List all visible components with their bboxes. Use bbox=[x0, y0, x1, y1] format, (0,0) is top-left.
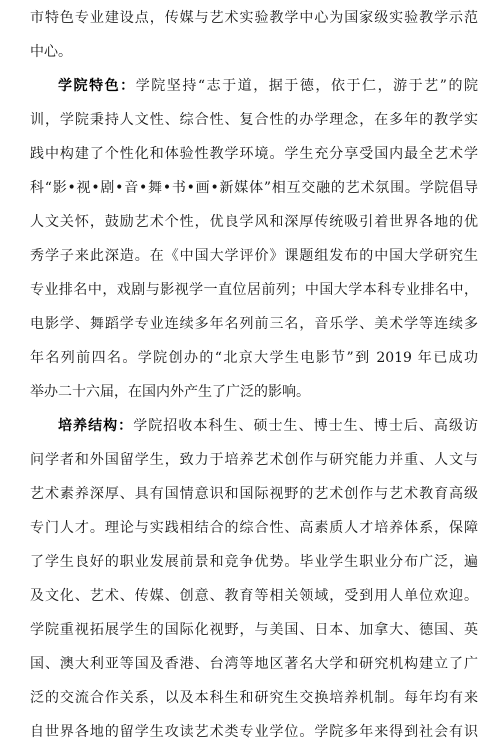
text-line: 市特色专业建设点，传媒与艺术实验教学中心为国家级实验教学示范 bbox=[30, 10, 478, 26]
text-line: 年名列前四名。学院创办的“北京大学生电影节”到 2019 年已成功 bbox=[30, 350, 478, 366]
text-line bbox=[30, 409, 478, 443]
text-line: 电影学、舞蹈学专业连续多年名列前三名，音乐学、美术学等连续多 bbox=[30, 316, 478, 332]
text-line: 专门人才。理论与实践相结合的综合性、高素质人才培养体系，保障 bbox=[30, 520, 478, 536]
paragraph-college-features bbox=[30, 69, 478, 409]
text-line-body: 学院坚持“志于道，据于德，依于仁，游于艺”的院 bbox=[135, 78, 478, 94]
text-line: 中心。 bbox=[30, 44, 72, 60]
text-line: 泛的交流合作关系，以及本科生和研究生交换培养机制。每年均有来 bbox=[30, 690, 478, 706]
text-line: 及文化、艺术、传媒、创意、教育等相关领域，受到用人单位欢迎。 bbox=[30, 588, 478, 604]
section-heading-training-structure: 培养结构： bbox=[58, 418, 134, 434]
text-line: 问学者和外国留学生，致力于培养艺术创作与研究能力并重、人文与 bbox=[30, 452, 478, 468]
text-line: 自世界各地的留学生攻读艺术类专业学位。学院多年来得到社会有识 bbox=[30, 724, 478, 740]
text-line: 艺术素养深厚、具有国情意识和国际视野的艺术创作与艺术教育高级 bbox=[30, 486, 478, 502]
text-line: 举办二十六届，在国内外产生了广泛的影响。 bbox=[30, 384, 310, 400]
text-line: 了学生良好的职业发展前景和竞争优势。毕业学生职业分布广泛，遍 bbox=[30, 554, 478, 570]
paragraph-training-structure bbox=[30, 409, 478, 749]
text-line-body: 学院招收本科生、硕士生、博士生、博士后、高级访 bbox=[133, 418, 478, 434]
text-line: 学院重视拓展学生的国际化视野，与美国、日本、加拿大、德国、英 bbox=[30, 622, 478, 638]
text-line: 训，学院秉持人文性、综合性、复合性的办学理念，在多年的教学实 bbox=[30, 112, 478, 128]
text-line bbox=[30, 69, 478, 103]
text-line: 践中构建了个性化和体验性教学环境。学生充分享受国内最全艺术学 bbox=[30, 146, 478, 162]
text-line: 人文关怀，鼓励艺术个性，优良学风和深厚传统吸引着世界各地的优 bbox=[30, 214, 478, 230]
text-line: 秀学子来此深造。在《中国大学评价》课题组发布的中国大学研究生 bbox=[30, 248, 478, 264]
text-line: 国、澳大利亚等国及香港、台湾等地区著名大学和研究机构建立了广 bbox=[30, 656, 478, 672]
section-heading-college-features: 学院特色： bbox=[58, 78, 136, 94]
text-line: 科“影•视•剧•音•舞•书•画•新媒体”相互交融的艺术氛围。学院倡导 bbox=[30, 180, 478, 196]
text-line: 专业排名中，戏剧与影视学一直位居前列；中国大学本科专业排名中， bbox=[30, 282, 478, 298]
paragraph-continued bbox=[30, 1, 478, 69]
